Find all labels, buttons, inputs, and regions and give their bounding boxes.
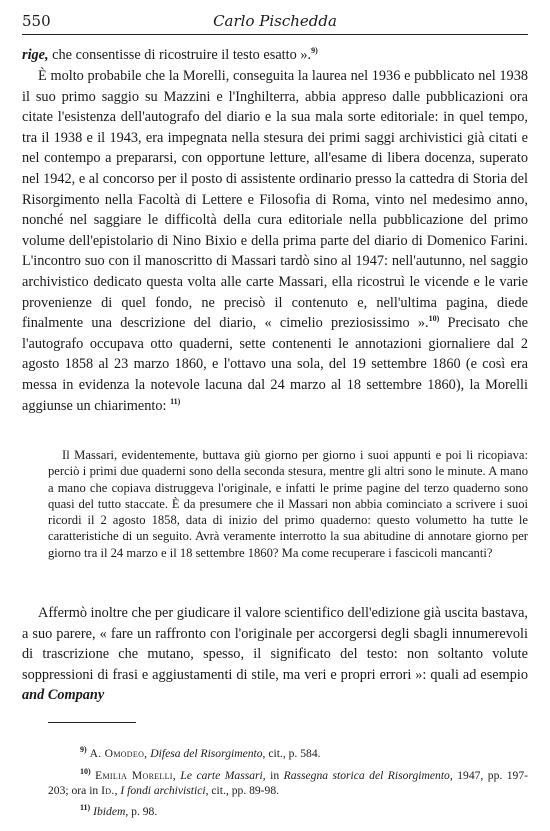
footnote-number: 10) bbox=[80, 767, 91, 776]
footnote-title-2: I fondi archivistici bbox=[120, 784, 206, 798]
footnote-text: , bbox=[114, 784, 121, 798]
footnote-9 bbox=[48, 742, 528, 761]
italic-phrase: and Company bbox=[22, 687, 105, 704]
page-header bbox=[22, 8, 528, 35]
paragraph-text: Affermò inoltre che per giudicare il valore scientifico dell'edizione già uscita bastava, a suo parere, « fare un raffronto con l'originale per accorgersi degli sbagli innumerevoli di trascrizione che mutano, spesso, il significato del testo: non soltanto volute soppressioni di frasi e aggiustamenti di stile, ma veri e propri errori »: quali ad esempio bbox=[22, 605, 528, 683]
footnote-ref-11: 11) bbox=[170, 396, 181, 406]
paragraph-text: È molto probabile che la Morelli, conseguita la laurea nel 1936 e pubblicato nel 1938 il suo primo saggio su Mazzini e l'Inghilterra, abbia appreso dalle pubblicazioni ora citate l'esistenza dell'autografo del diario e la sua mala sorte editoriale: in quel tempo, tra il 1938 e il 1943, era impegnata nella stesura dei primi saggi archivistici già citati e nel contempo a prepararsi, con opportune letture, all'esame di libera docenza, superato nel 1942, e al concorso per il posto di assistente ordinario presso la cattedra di Storia del Risorgimento nella Facoltà di Lettere e Filosofia di Roma, vinto nel medesimo anno, nonché nel saggiare le difficoltà della cura editoriale nella pubblicazione del primo volume dell'epistolario di Nino Bixio e della prima parte del diario di Domenico Farini. L'incontro suo con il manoscritto di Massari tardò sino al 1947: nell'autunno, nel saggio archivistico dedicato questa volta alle carte Massari, ella ricostruì le vicende e le varie provenienze di quel fondo, ne precisò il contenuto e, nell'ultima pagina, diede finalmente una descrizione del diario, « cimelio preziosissimo ». bbox=[22, 68, 528, 332]
paragraph-text: che consentisse di ricostruire il testo esatto ». bbox=[48, 47, 312, 63]
paragraph-text-cont: Precisato che l'autografo occupava otto quaderni, sette contenenti le annotazioni giornaliere dal 2 agosto 1858 al 23 marzo 1860, e l'ottavo una sola, del 19 settembre 1860 (e così era messa in evidenza la notevole lacuna dal 24 marzo al 18 settembre 1860), la Morelli aggiunse un chiarimento: bbox=[22, 315, 528, 414]
footnote-text: , 1947, pp. 197-203; ora in bbox=[48, 768, 528, 798]
running-head: Carlo Pischedda bbox=[213, 12, 337, 30]
footnote-rest: , cit., p. 584. bbox=[262, 746, 321, 760]
footnote-10 bbox=[48, 764, 528, 798]
footnote-divider bbox=[48, 722, 136, 723]
paragraph-main bbox=[22, 66, 528, 416]
footnote-ref-9: 9) bbox=[311, 46, 318, 56]
footnote-idem: Id. bbox=[101, 784, 115, 798]
footnote-title: Ibidem bbox=[93, 804, 126, 818]
footnote-journal: Rassegna storica del Risorgimento bbox=[283, 768, 450, 782]
footnote-number: 9) bbox=[80, 745, 87, 754]
footnote-title: Difesa del Risorgimento bbox=[150, 746, 263, 760]
footnote-rest: , cit., pp. 89-98. bbox=[205, 784, 280, 798]
paragraph-continuation bbox=[22, 45, 528, 66]
page-number: 550 bbox=[22, 12, 51, 30]
italic-word: rige, bbox=[22, 47, 49, 63]
footnote-author: A. Omodeo, bbox=[89, 746, 148, 760]
footnote-author: Emilia Morelli, bbox=[95, 768, 176, 782]
footnote-11 bbox=[48, 800, 528, 819]
paragraph-closing bbox=[22, 603, 528, 706]
footnote-title: Le carte Massari bbox=[180, 768, 263, 782]
footnote-text: , in bbox=[262, 768, 284, 782]
block-quote: Il Massari, evidentemente, buttava giù giorno per giorno i suoi appunti e poi li ricopiava: perciò i primi due quaderni sono della seconda stesura, mentre gli altri sono le minute. A mano a mano che copiava distruggeva l'originale, e infatti le prime pagine del terzo quaderno sono quasi del tutto staccate. È da presumere che il Massari non abbia cominciato a scrivere i suoi ricordi il 2 agosto 1858, data di inizio del primo quaderno: questo volumetto ha tutte le caratteristiche di un seguito. Avrà veramente interrotto la sua abitudine di annotare giorno per giorno tra il 24 marzo e il 18 settembre 1860? Ma come recuperare i fascicoli mancanti? bbox=[48, 448, 528, 560]
footnote-number: 11) bbox=[80, 803, 91, 812]
footnote-ref-10: 10) bbox=[428, 314, 440, 324]
footnote-rest: , p. 98. bbox=[125, 804, 158, 818]
